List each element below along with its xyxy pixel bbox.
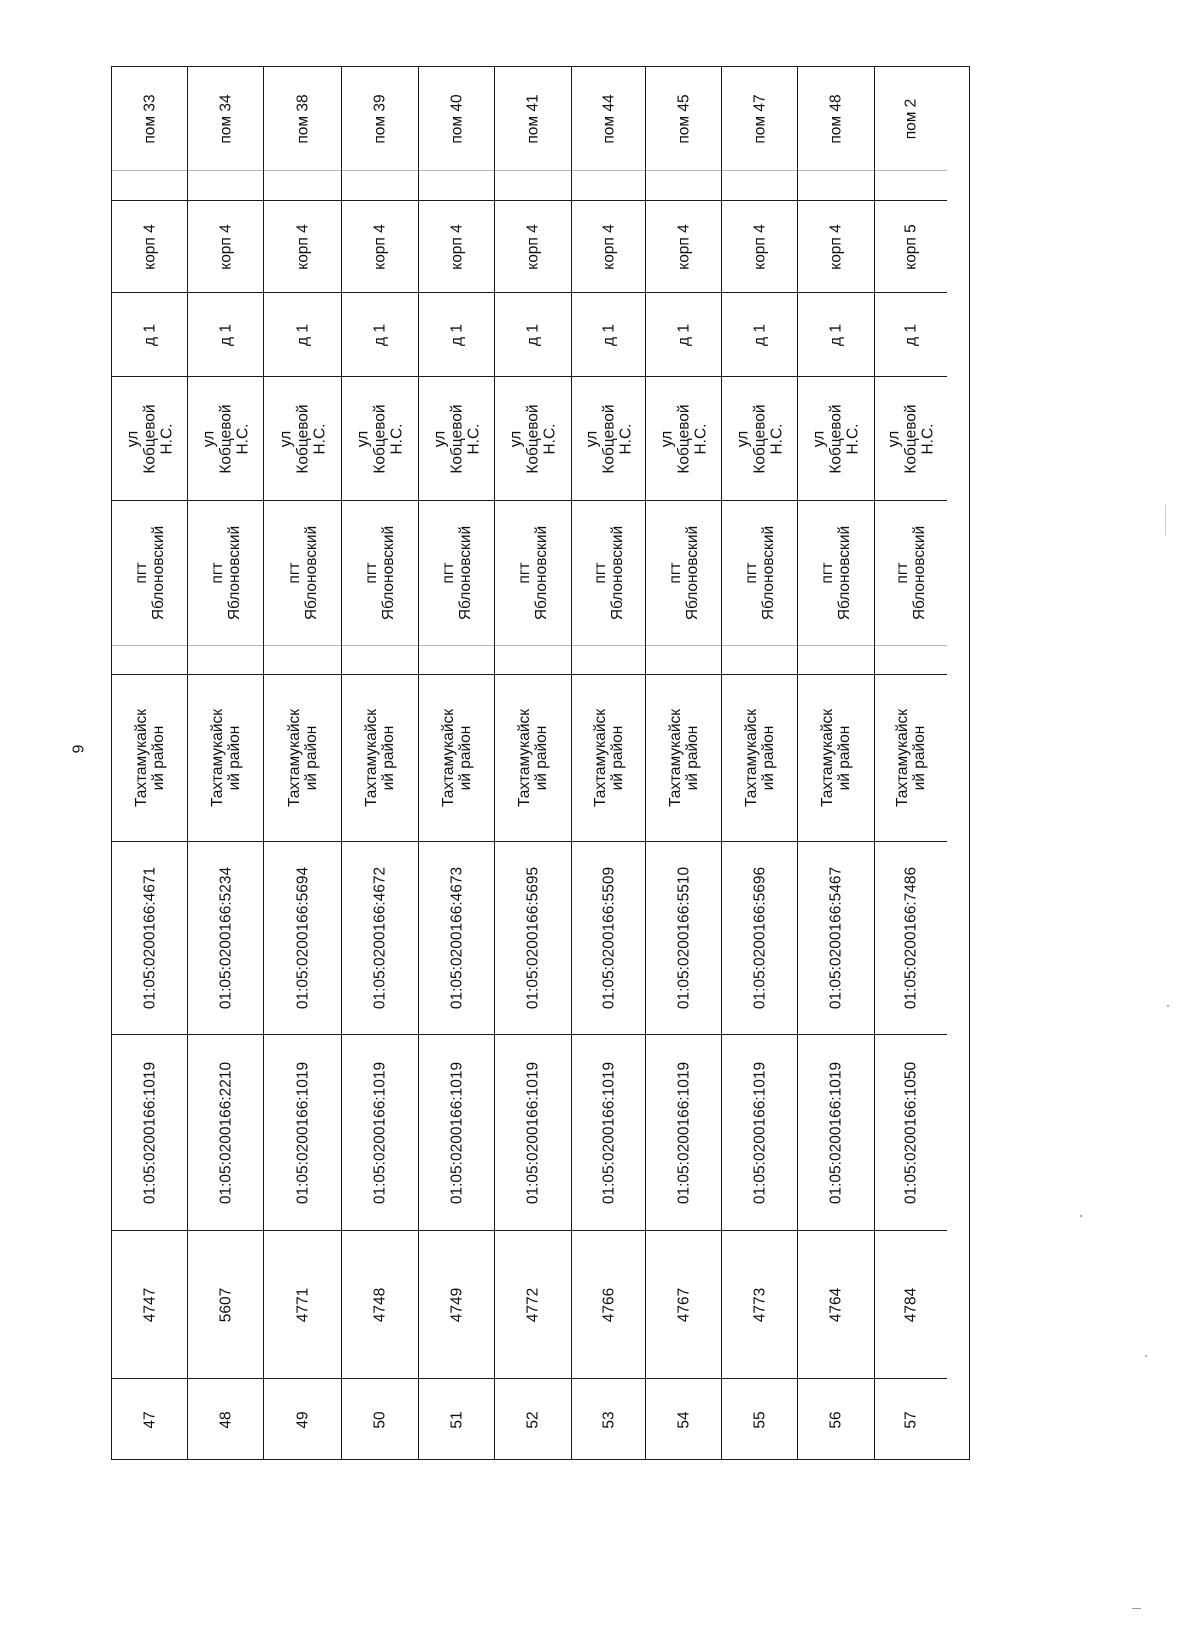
cell-house [264,292,341,376]
cell-house-text: д 1 [827,323,845,346]
cell-cadastral [342,841,418,1034]
cell-settlement-text: пгт Яблоновский [439,525,474,621]
cell-settlement-text: пгт Яблоновский [363,525,397,621]
cell-street [264,376,341,500]
cell-cadastral [646,841,721,1034]
cell-street-text: ул Кобцевой Н.С. [583,403,634,474]
cell-district [264,674,341,841]
cell-parent-text: 01:05:0200166:2210 [217,1061,234,1204]
cell-house-text: д 1 [524,323,542,346]
cell-building-text: корп 4 [751,223,768,270]
cell-settlement [572,500,645,645]
cell-district [572,674,645,841]
cell-room-text: пом 40 [448,93,465,144]
table-row [646,67,722,1459]
cell-room [646,67,721,170]
cell-n [646,1378,721,1461]
cell-extra2 [495,170,571,200]
cell-n [188,1378,263,1461]
cell-id [572,1230,645,1378]
cell-building-text: корп 4 [827,223,845,270]
cell-street [798,376,874,500]
cell-room-text: пом 39 [371,93,389,144]
cell-extra1 [798,645,874,674]
cell-street-text: ул Кобцевой Н.С. [431,403,482,474]
cell-id-text: 4772 [524,1287,542,1322]
cell-street [722,376,797,500]
cell-room-text: пом 34 [217,93,234,144]
scan-speck [1167,1005,1169,1007]
cell-house-text: д 1 [600,323,617,346]
table-row [188,67,264,1459]
scan-mark [1165,505,1166,535]
cell-extra2 [342,170,418,200]
cell-cadastral-text: 01:05:0200166:4671 [141,866,158,1010]
cell-n-text: 53 [600,1411,617,1429]
cell-room [342,67,418,170]
cell-building [722,200,797,292]
cell-room-text: пом 2 [902,98,920,139]
cell-house-text: д 1 [217,323,234,346]
cell-street-text: ул Кобцевой Н.С. [507,403,559,474]
cell-cadastral [188,841,263,1034]
cell-parent [419,1034,494,1230]
table-row [342,67,419,1459]
cell-building-text: корп 4 [294,223,311,270]
cell-n [419,1378,494,1461]
cell-street [419,376,494,500]
cell-parent [572,1034,645,1230]
cell-room [495,67,571,170]
cell-settlement [722,500,797,645]
cell-building [112,200,187,292]
cell-district-text: Тахтамукайск ий район [666,708,701,808]
cell-district-text: Тахтамукайск ий район [285,708,320,808]
cell-cadastral-text: 01:05:0200166:5234 [217,866,234,1010]
cell-settlement-text: пгт Яблоновский [742,525,777,621]
table-row [419,67,495,1459]
cell-house-text: д 1 [141,323,158,346]
cell-room [264,67,341,170]
cell-n [495,1378,571,1461]
cell-room [419,67,494,170]
cell-cadastral [875,841,947,1034]
cell-id [722,1230,797,1378]
cell-extra1 [419,645,494,674]
cell-settlement-text: пгт Яблоновский [132,525,167,621]
cell-extra2 [646,170,721,200]
cell-settlement-text: пгт Яблоновский [591,525,626,621]
cell-id-text: 4784 [902,1287,920,1322]
cell-street-text: ул Кобцевой Н.С. [277,403,328,474]
cell-house [188,292,263,376]
cell-settlement [419,500,494,645]
cell-district-text: Тахтамукайск ий район [742,708,777,808]
cell-district [112,674,187,841]
cell-house [419,292,494,376]
cell-district [646,674,721,841]
cell-parent [112,1034,187,1230]
cell-street [188,376,263,500]
cell-settlement [875,500,947,645]
cell-room [188,67,263,170]
cell-settlement [495,500,571,645]
page-number: 6 [68,744,86,754]
cell-settlement-text: пгт Яблоновский [208,525,243,621]
cell-cadastral-text: 01:05:0200166:5695 [524,866,542,1010]
cell-settlement-text: пгт Яблоновский [666,525,701,621]
cell-settlement-text: пгт Яблоновский [285,525,320,621]
cell-extra2 [875,170,947,200]
cell-district [875,674,947,841]
cell-house [722,292,797,376]
cell-parent-text: 01:05:0200166:1019 [448,1061,465,1204]
cell-street [646,376,721,500]
cell-n-text: 55 [751,1411,768,1429]
cell-building [188,200,263,292]
cell-settlement-text: пгт Яблоновский [819,525,853,621]
cell-building-text: корп 4 [371,223,389,270]
cell-cadastral-text: 01:05:0200166:7486 [902,866,920,1010]
table-row [572,67,646,1459]
cell-room [798,67,874,170]
cell-parent-text: 01:05:0200166:1019 [827,1061,845,1204]
cell-extra2 [419,170,494,200]
cell-house-text: д 1 [294,323,311,346]
cell-extra1 [112,645,187,674]
cell-id [112,1230,187,1378]
cell-id-text: 4773 [751,1287,768,1322]
cell-district [495,674,571,841]
cell-room-text: пом 33 [141,93,158,144]
table-row [495,67,572,1459]
cell-cadastral-text: 01:05:0200166:5694 [294,866,311,1010]
cell-extra1 [495,645,571,674]
cell-extra2 [188,170,263,200]
cell-room [572,67,645,170]
cell-street-text: ул Кобцевой Н.С. [124,403,175,474]
cell-house-text: д 1 [675,323,692,346]
cell-building [646,200,721,292]
cell-n-text: 50 [371,1411,389,1429]
cell-id [342,1230,418,1378]
cell-id-text: 4748 [371,1287,389,1322]
cell-n [112,1378,187,1461]
cell-id-text: 4766 [600,1287,617,1322]
cell-parent-text: 01:05:0200166:1019 [141,1061,158,1204]
cell-district-text: Тахтамукайск ий район [516,708,550,808]
cell-street-text: ул Кобцевой Н.С. [734,403,785,474]
cell-district-text: Тахтамукайск ий район [132,708,167,808]
table-row [875,67,947,1459]
cell-room-text: пом 48 [827,93,845,144]
cell-building-text: корп 4 [600,223,617,270]
cell-parent [646,1034,721,1230]
cell-district-text: Тахтамукайск ий район [591,708,626,808]
cell-n [798,1378,874,1461]
cell-cadastral-text: 01:05:0200166:5696 [751,866,768,1010]
cell-id [264,1230,341,1378]
cell-id-text: 4764 [827,1287,845,1322]
cell-settlement [342,500,418,645]
cell-room-text: пом 38 [294,93,311,144]
cell-house-text: д 1 [371,323,389,346]
cell-parent [798,1034,874,1230]
cell-street [342,376,418,500]
cell-cadastral [495,841,571,1034]
cell-id-text: 4767 [675,1287,692,1322]
cell-street [112,376,187,500]
cell-id-text: 4749 [448,1287,465,1322]
cell-id [875,1230,947,1378]
cell-building-text: корп 4 [217,223,234,270]
cell-cadastral [798,841,874,1034]
scan-speck [1132,1608,1141,1609]
cell-cadastral-text: 01:05:0200166:5509 [600,866,617,1010]
cell-building [798,200,874,292]
cell-extra1 [342,645,418,674]
property-table [111,66,970,1460]
cell-n-text: 52 [524,1411,542,1429]
cell-building [419,200,494,292]
cell-extra1 [875,645,947,674]
cell-building-text: корп 4 [448,223,465,270]
cell-parent-text: 01:05:0200166:1019 [675,1061,692,1204]
cell-parent [722,1034,797,1230]
scan-speck [1080,1215,1082,1217]
cell-district-text: Тахтамукайск ий район [208,708,243,808]
cell-district-text: Тахтамукайск ий район [894,708,928,808]
cell-street-text: ул Кобцевой Н.С. [810,403,862,474]
cell-id [188,1230,263,1378]
cell-house [646,292,721,376]
cell-extra2 [798,170,874,200]
cell-settlement [188,500,263,645]
cell-district [188,674,263,841]
cell-cadastral [722,841,797,1034]
cell-house-text: д 1 [751,323,768,346]
cell-district [798,674,874,841]
cell-settlement-text: пгт Яблоновский [516,525,550,621]
cell-building-text: корп 4 [141,223,158,270]
cell-parent-text: 01:05:0200166:1019 [294,1061,311,1204]
cell-cadastral-text: 01:05:0200166:4672 [371,866,389,1010]
cell-room-text: пом 45 [675,93,692,144]
cell-n-text: 57 [902,1411,920,1429]
cell-extra1 [264,645,341,674]
cell-n-text: 47 [141,1411,158,1429]
cell-cadastral-text: 01:05:0200166:4673 [448,866,465,1010]
cell-building-text: корп 5 [902,223,920,270]
cell-street-text: ул Кобцевой Н.С. [658,403,709,474]
cell-parent-text: 01:05:0200166:1019 [600,1061,617,1204]
cell-n [875,1378,947,1461]
cell-parent [495,1034,571,1230]
cell-n-text: 51 [448,1411,465,1429]
cell-cadastral [112,841,187,1034]
cell-n [264,1378,341,1461]
cell-room-text: пом 47 [751,93,768,144]
cell-district-text: Тахтамукайск ий район [439,708,474,808]
cell-street-text: ул Кобцевой Н.С. [354,403,406,474]
table-row [798,67,875,1459]
table-row [112,67,188,1459]
cell-district-text: Тахтамукайск ий район [819,708,853,808]
cell-n [722,1378,797,1461]
cell-parent-text: 01:05:0200166:1050 [902,1061,920,1204]
cell-street [572,376,645,500]
cell-building [342,200,418,292]
cell-id [798,1230,874,1378]
cell-district [722,674,797,841]
cell-building [875,200,947,292]
cell-house-text: д 1 [448,323,465,346]
cell-parent [264,1034,341,1230]
cell-id [495,1230,571,1378]
cell-street [875,376,947,500]
cell-settlement-text: пгт Яблоновский [894,525,928,621]
cell-street [495,376,571,500]
cell-id-text: 5607 [217,1287,234,1322]
cell-cadastral [572,841,645,1034]
cell-house-text: д 1 [902,323,920,346]
cell-district [419,674,494,841]
cell-building [495,200,571,292]
cell-id-text: 4771 [294,1287,311,1322]
cell-cadastral-text: 01:05:0200166:5467 [827,866,845,1010]
cell-extra1 [646,645,721,674]
table-row [264,67,342,1459]
cell-settlement [264,500,341,645]
cell-district-text: Тахтамукайск ий район [363,708,397,808]
cell-n-text: 56 [827,1411,845,1429]
cell-house [572,292,645,376]
cell-parent [875,1034,947,1230]
cell-parent [188,1034,263,1230]
cell-cadastral-text: 01:05:0200166:5510 [675,866,692,1010]
cell-room [875,67,947,170]
cell-extra2 [264,170,341,200]
cell-building-text: корп 4 [524,223,542,270]
cell-cadastral [419,841,494,1034]
cell-building [264,200,341,292]
cell-extra1 [188,645,263,674]
cell-n-text: 48 [217,1411,234,1429]
cell-extra1 [722,645,797,674]
cell-settlement [646,500,721,645]
cell-n [572,1378,645,1461]
cell-street-text: ул Кобцевой Н.С. [200,403,251,474]
scan-speck [1145,1355,1147,1357]
cell-room-text: пом 44 [600,93,617,144]
cell-house [875,292,947,376]
cell-building [572,200,645,292]
cell-house [112,292,187,376]
cell-room [112,67,187,170]
cell-n [342,1378,418,1461]
cell-extra2 [722,170,797,200]
cell-room [722,67,797,170]
cell-id [646,1230,721,1378]
cell-parent-text: 01:05:0200166:1019 [524,1061,542,1204]
cell-cadastral [264,841,341,1034]
cell-parent-text: 01:05:0200166:1019 [751,1061,768,1204]
cell-id [419,1230,494,1378]
cell-extra2 [112,170,187,200]
cell-extra1 [572,645,645,674]
table-row [722,67,798,1459]
cell-house [342,292,418,376]
cell-house [798,292,874,376]
cell-n-text: 49 [294,1411,311,1429]
cell-settlement [112,500,187,645]
cell-house [495,292,571,376]
cell-id-text: 4747 [141,1287,158,1322]
cell-n-text: 54 [675,1411,692,1429]
cell-street-text: ул Кобцевой Н.С. [885,403,937,474]
cell-settlement [798,500,874,645]
cell-district [342,674,418,841]
cell-extra2 [572,170,645,200]
cell-parent [342,1034,418,1230]
cell-building-text: корп 4 [675,223,692,270]
cell-room-text: пом 41 [524,93,542,144]
cell-parent-text: 01:05:0200166:1019 [371,1061,389,1204]
